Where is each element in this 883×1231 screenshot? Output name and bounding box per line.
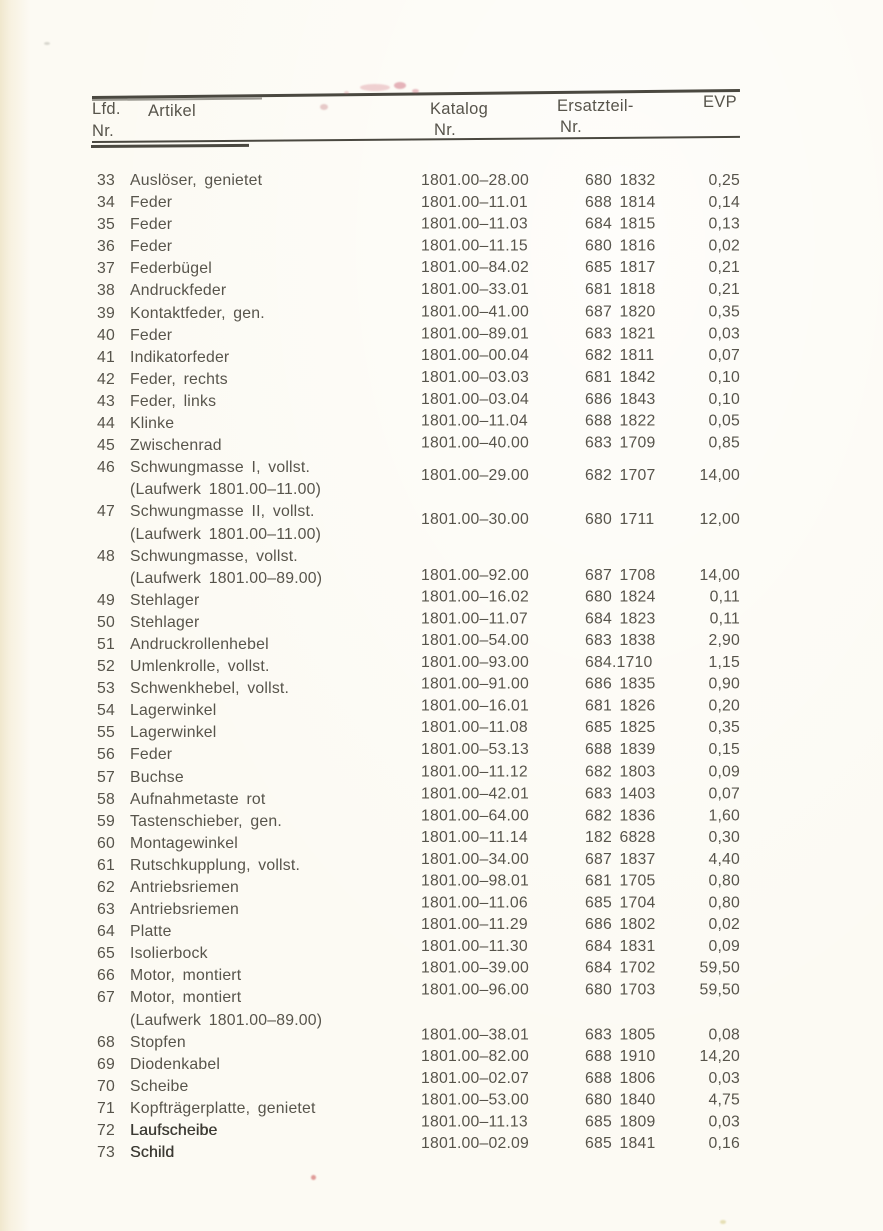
price-evp-cell: 0,03 [708,1069,740,1087]
col-header-artikel: Artikel [148,102,196,120]
spare-part-number-cell: 681 1842 [585,368,656,386]
price-evp-cell: 0,02 [708,916,740,934]
row-number-cell: 62 [97,879,115,896]
article-name: Feder [130,746,173,764]
price-evp-cell: 0,90 [708,675,740,693]
row-number-cell: 57 [97,768,115,786]
article-name: Aufnahmetaste rot [130,790,266,808]
catalog-number-cell: 1801.00–91.00 [421,675,530,693]
article-name: Auslöser, genietet [130,172,263,189]
col-header-ersatzteil-line1: Ersatzteil- [557,97,634,115]
price-evp-cell: 0,09 [708,938,740,956]
article-cell [130,1098,435,1120]
article-cell [130,943,435,965]
article-name: Buchse [130,768,184,786]
spare-part-number-cell: 680 1840 [585,1091,656,1109]
price-evp-cell: 0,80 [708,894,740,912]
price-evp-cell: 0,15 [708,741,740,759]
article-cell [130,280,435,302]
spare-part-number-cell: 681 1705 [585,872,656,890]
article-cell [130,457,435,501]
spare-part-number-cell: 683 1403 [585,785,656,803]
spare-part-number-cell: 688 1839 [585,741,656,759]
catalog-number-cell: 1801.00–38.01 [421,1025,530,1043]
catalog-number-cell: 1801.00–40.00 [421,434,530,452]
row-number-cell: 58 [97,790,115,808]
spare-part-number-cell: 687 1837 [585,850,656,868]
price-evp-cell: 4,40 [708,850,740,868]
catalog-number-cell: 1801.00–98.01 [421,872,530,890]
article-cell [130,1076,435,1098]
article-name: Schwungmasse II, vollst. [130,503,315,521]
row-number-cell: 70 [97,1077,115,1095]
row-number-cell: 65 [97,945,115,963]
article-name: Motor, montiert [130,989,242,1007]
table-row [92,303,742,325]
price-evp-cell: 0,07 [708,346,740,364]
row-number-cell: 40 [97,326,115,344]
col-header-katalog-line2: Nr. [434,121,456,139]
catalog-number-cell: 1801.00–11.04 [421,412,528,430]
catalog-number-cell: 1801.00–29.00 [421,467,530,485]
article-cell [130,236,435,258]
row-number-cell: 68 [97,1033,115,1051]
spare-part-number-cell: 684 1702 [585,960,656,978]
price-evp-cell: 0,10 [708,390,740,408]
row-number-cell: 53 [97,680,115,698]
article-name: Stehlager [130,591,200,609]
table-row [92,236,742,258]
article-name: Montagewinkel [130,834,238,852]
spare-part-number-cell: 688 1806 [585,1069,656,1087]
price-evp-cell: 0,03 [708,1113,740,1131]
row-number-cell: 66 [97,967,115,985]
table-row [92,435,742,457]
price-evp-cell: 1,15 [708,653,740,671]
article-cell [130,987,435,1031]
spare-part-number-cell: 683 1805 [585,1025,656,1043]
article-cell [130,678,435,700]
article-cell [130,347,435,369]
spare-part-number-cell: 683 1838 [585,632,656,650]
catalog-number-cell: 1801.00–84.02 [421,259,530,277]
catalog-number-cell: 1801.00–11.29 [421,916,528,934]
spare-part-number-cell: 682 1707 [585,467,656,485]
article-name: Motor, montiert [130,967,242,985]
price-evp-cell: 0,11 [709,610,740,628]
price-evp-cell: 14,20 [699,1047,740,1065]
row-number-cell: 45 [97,437,115,455]
article-name: Rutschkupplung, vollst. [130,856,301,874]
article-cell [130,1054,435,1076]
article-name: Feder [130,238,173,256]
ink-stain [360,84,390,91]
article-name: Laufscheibe [130,1122,218,1140]
parts-table [92,170,742,1164]
price-evp-cell: 59,50 [699,981,740,999]
catalog-number-cell: 1801.00–92.00 [421,566,530,584]
article-note: (Laufwerk 1801.00–11.00) [130,481,322,499]
row-number-cell: 50 [97,613,115,631]
catalog-number-cell: 1801.00–02.07 [421,1069,530,1087]
spare-part-number-cell: 686 1835 [585,675,656,693]
article-note: (Laufwerk 1801.00–89.00) [130,569,323,587]
article-cell [130,413,435,435]
article-cell [130,877,435,899]
header-bottom-rule [92,136,740,143]
row-number-cell: 43 [97,392,115,410]
article-name: Lagerwinkel [130,702,217,720]
article-cell [130,501,435,545]
row-number-cell: 52 [97,658,115,676]
col-header-lfd-line2: Nr. [92,122,114,140]
catalog-number-cell: 1801.00–11.12 [421,763,528,781]
col-header-katalog-line1: Katalog [430,100,489,118]
spare-part-number-cell: 680 1824 [585,588,656,606]
table-row [92,325,742,347]
catalog-number-cell: 1801.00–30.00 [421,511,530,529]
article-name: Stehlager [130,613,200,631]
catalog-number-cell: 1801.00–11.03 [421,215,528,233]
article-cell [130,325,435,347]
row-number-cell: 72 [97,1122,115,1140]
ink-stain [394,82,406,89]
catalog-number-cell: 1801.00–34.00 [421,850,530,868]
table-row [92,214,742,236]
catalog-number-cell: 1801.00–82.00 [421,1047,530,1065]
spare-part-number-cell: 683 1821 [585,325,656,343]
article-name: Federbügel [130,260,212,278]
article-name: Schwungmasse I, vollst. [130,459,311,477]
table-row [92,457,742,501]
article-name: Feder [130,216,173,234]
row-number-cell: 34 [97,194,115,212]
row-number-cell: 67 [97,989,115,1007]
price-evp-cell: 0,08 [708,1025,740,1043]
ink-stain [311,1175,316,1180]
spare-part-number-cell: 680 1711 [585,511,655,529]
ink-stain [412,89,419,93]
price-evp-cell: 0,25 [708,172,740,189]
spare-part-number-cell: 685 1825 [585,719,656,737]
price-evp-cell: 0,03 [708,325,740,343]
catalog-number-cell: 1801.00–54.00 [421,632,530,650]
price-evp-cell: 12,00 [699,511,740,529]
spare-part-number-cell: 684 1823 [585,610,656,628]
table-row [92,546,742,590]
row-number-cell: 44 [97,415,115,433]
catalog-number-cell: 1801.00–39.00 [421,960,530,978]
spare-part-number-cell: 182 6828 [585,828,656,846]
article-name: Feder [130,326,173,344]
article-cell [130,1120,435,1142]
table-row [92,1135,742,1164]
spare-part-number-cell: 686 1843 [585,390,656,408]
article-cell [130,192,435,214]
catalog-number-cell: 1801.00–16.01 [421,697,530,715]
catalog-number-cell: 1801.00–11.14 [421,828,528,846]
catalog-number-cell: 1801.00–11.01 [421,193,528,211]
article-name: Indikatorfeder [130,348,230,366]
price-evp-cell: 0,11 [709,588,740,606]
row-number-cell: 64 [97,923,115,941]
article-name: Tastenschieber, gen. [130,812,282,830]
row-number-cell: 41 [97,348,115,366]
article-cell [130,833,435,855]
spare-part-number-cell: 685 1704 [585,894,656,912]
catalog-number-cell: 1801.00–16.02 [421,588,530,606]
catalog-number-cell: 1801.00–28.00 [421,172,530,189]
spare-part-number-cell: 687 1820 [585,303,656,321]
row-number-cell: 46 [97,459,115,477]
price-evp-cell: 0,21 [708,259,740,277]
catalog-number-cell: 1801.00–53.13 [421,741,530,759]
spare-part-number-cell: 685 1809 [585,1113,656,1131]
spare-part-number-cell: 684.1710 [585,653,653,671]
article-cell [130,170,435,192]
article-cell [130,700,435,722]
table-row [92,369,742,391]
article-name: Kopfträgerplatte, genietet [130,1099,316,1117]
spare-part-number-cell: 683 1709 [585,434,656,452]
catalog-number-cell: 1801.00–11.13 [421,1113,528,1131]
article-name: Isolierbock [130,945,208,963]
spare-part-number-cell: 682 1803 [585,763,656,781]
article-cell [130,391,435,413]
article-name: Scheibe [130,1077,189,1095]
article-name: Schwenkhebel, vollst. [130,680,290,698]
row-number-cell: 60 [97,834,115,852]
price-evp-cell: 0,05 [708,412,740,430]
header-bottom-rule-thick [91,144,249,148]
price-evp-cell: 0,21 [708,281,740,299]
article-name: Antriebsriemen [130,901,240,919]
spare-part-number-cell: 680 1816 [585,237,656,255]
article-cell [130,303,435,325]
price-evp-cell: 0,10 [708,368,740,386]
catalog-number-cell: 1801.00–33.01 [421,281,530,299]
row-number-cell: 69 [97,1055,115,1073]
row-number-cell: 73 [97,1144,115,1162]
row-number-cell: 33 [97,172,115,189]
catalog-number-cell: 1801.00–00.04 [421,346,530,364]
ink-stain [720,1220,726,1224]
row-number-cell: 42 [97,370,115,388]
row-number-cell: 35 [97,216,115,234]
article-name: Andruckrollenhebel [130,635,269,653]
row-number-cell: 38 [97,282,115,300]
article-name: Lagerwinkel [130,724,217,742]
article-name: Zwischenrad [130,437,222,455]
catalog-number-cell: 1801.00–64.00 [421,806,530,824]
article-cell [130,899,435,921]
table-row [92,258,742,280]
article-name: Schild [130,1144,175,1162]
catalog-number-cell: 1801.00–11.15 [421,237,528,255]
article-cell [130,811,435,833]
article-cell [130,767,435,789]
article-name: Schwungmasse, vollst. [130,547,298,565]
price-evp-cell: 0,16 [708,1135,740,1153]
col-header-lfd-line1: Lfd. [92,100,121,118]
table-row [92,280,742,302]
spare-part-number-cell: 685 1817 [585,259,656,277]
article-name: Antriebsriemen [130,879,240,896]
row-number-cell: 36 [97,238,115,256]
catalog-number-cell: 1801.00–11.30 [421,938,528,956]
article-note: (Laufwerk 1801.00–11.00) [130,525,322,543]
spare-part-number-cell: 688 1814 [585,193,656,211]
price-evp-cell: 0,09 [708,763,740,781]
price-evp-cell: 14,00 [699,467,740,485]
article-cell [130,855,435,877]
catalog-number-cell: 1801.00–11.08 [421,719,528,737]
article-name: Feder, rechts [130,370,228,388]
article-name: Kontaktfeder, gen. [130,304,265,322]
catalog-number-cell: 1801.00–11.06 [421,894,528,912]
article-cell [130,612,435,634]
col-header-evp: EVP [703,93,737,111]
price-evp-cell: 0,07 [708,785,740,803]
price-evp-cell: 0,20 [708,697,740,715]
row-number-cell: 56 [97,746,115,764]
spare-part-number-cell: 681 1818 [585,281,656,299]
catalog-number-cell: 1801.00–02.09 [421,1135,530,1153]
article-name: Feder, links [130,392,217,410]
price-evp-cell: 0,14 [708,193,740,211]
article-cell [130,656,435,678]
table-row [92,347,742,369]
ink-stain [320,104,328,110]
price-evp-cell: 0,85 [708,434,740,452]
article-cell [130,1032,435,1054]
col-header-ersatzteil-line2: Nr. [560,118,582,136]
catalog-number-cell: 1801.00–03.03 [421,368,530,386]
article-name: Platte [130,923,172,941]
spare-part-number-cell: 684 1831 [585,938,656,956]
row-number-cell: 49 [97,591,115,609]
row-number-cell: 39 [97,304,115,322]
price-evp-cell: 2,90 [708,632,740,650]
row-number-cell: 61 [97,856,115,874]
price-evp-cell: 0,35 [708,719,740,737]
spare-part-number-cell: 685 1841 [585,1135,656,1153]
article-cell [130,258,435,280]
catalog-number-cell: 1801.00–41.00 [421,303,530,321]
row-number-cell: 54 [97,702,115,720]
price-evp-cell: 1,60 [708,806,740,824]
article-name: Diodenkabel [130,1055,221,1073]
article-name: Klinke [130,415,175,433]
price-evp-cell: 14,00 [699,566,740,584]
spare-part-number-cell: 682 1811 [585,346,655,364]
spare-part-number-cell: 681 1826 [585,697,656,715]
article-cell [130,435,435,457]
article-name: Feder [130,194,173,212]
table-row [92,501,742,545]
ink-stain [344,91,349,94]
catalog-number-cell: 1801.00–96.00 [421,981,530,999]
table-row [92,192,742,214]
article-cell [130,744,435,766]
row-number-cell: 51 [97,635,115,653]
article-name: Stopfen [130,1033,186,1051]
article-cell [130,590,435,612]
spare-part-number-cell: 684 1815 [585,215,656,233]
catalog-number-cell: 1801.00–89.01 [421,325,530,343]
article-cell [130,1142,435,1164]
row-number-cell: 63 [97,901,115,919]
spare-part-number-cell: 686 1802 [585,916,656,934]
article-name: Andruckfeder [130,282,227,300]
article-cell [130,921,435,943]
spare-part-number-cell: 682 1836 [585,806,656,824]
spare-part-number-cell: 687 1708 [585,566,656,584]
row-number-cell: 47 [97,503,115,521]
price-evp-cell: 59,50 [699,960,740,978]
price-evp-cell: 0,02 [708,237,740,255]
catalog-number-cell: 1801.00–11.07 [421,610,528,628]
article-cell [130,214,435,236]
row-number-cell: 37 [97,260,115,278]
catalog-number-cell: 1801.00–42.01 [421,785,530,803]
article-cell [130,634,435,656]
catalog-number-cell: 1801.00–93.00 [421,653,530,671]
row-number-cell: 59 [97,812,115,830]
catalog-number-cell: 1801.00–03.04 [421,390,530,408]
row-number-cell: 48 [97,547,115,565]
article-cell [130,546,435,590]
price-evp-cell: 4,75 [708,1091,740,1109]
table-row [92,170,742,192]
catalog-number-cell: 1801.00–53.00 [421,1091,530,1109]
article-note: (Laufwerk 1801.00–89.00) [130,1011,323,1029]
article-cell [130,789,435,811]
price-evp-cell: 0,30 [708,828,740,846]
spare-part-number-cell: 688 1822 [585,412,656,430]
ink-stain [44,42,50,45]
article-cell [130,965,435,987]
row-number-cell: 55 [97,724,115,742]
price-evp-cell: 0,35 [708,303,740,321]
price-evp-cell: 0,13 [708,215,740,233]
spare-part-number-cell: 688 1910 [585,1047,656,1065]
row-number-cell: 71 [97,1099,115,1117]
price-evp-cell: 0,80 [708,872,740,890]
spare-part-number-cell: 680 1832 [585,172,656,189]
article-cell [130,369,435,391]
spare-part-number-cell: 680 1703 [585,981,656,999]
article-cell [130,722,435,744]
article-name: Umlenkrolle, vollst. [130,658,270,676]
